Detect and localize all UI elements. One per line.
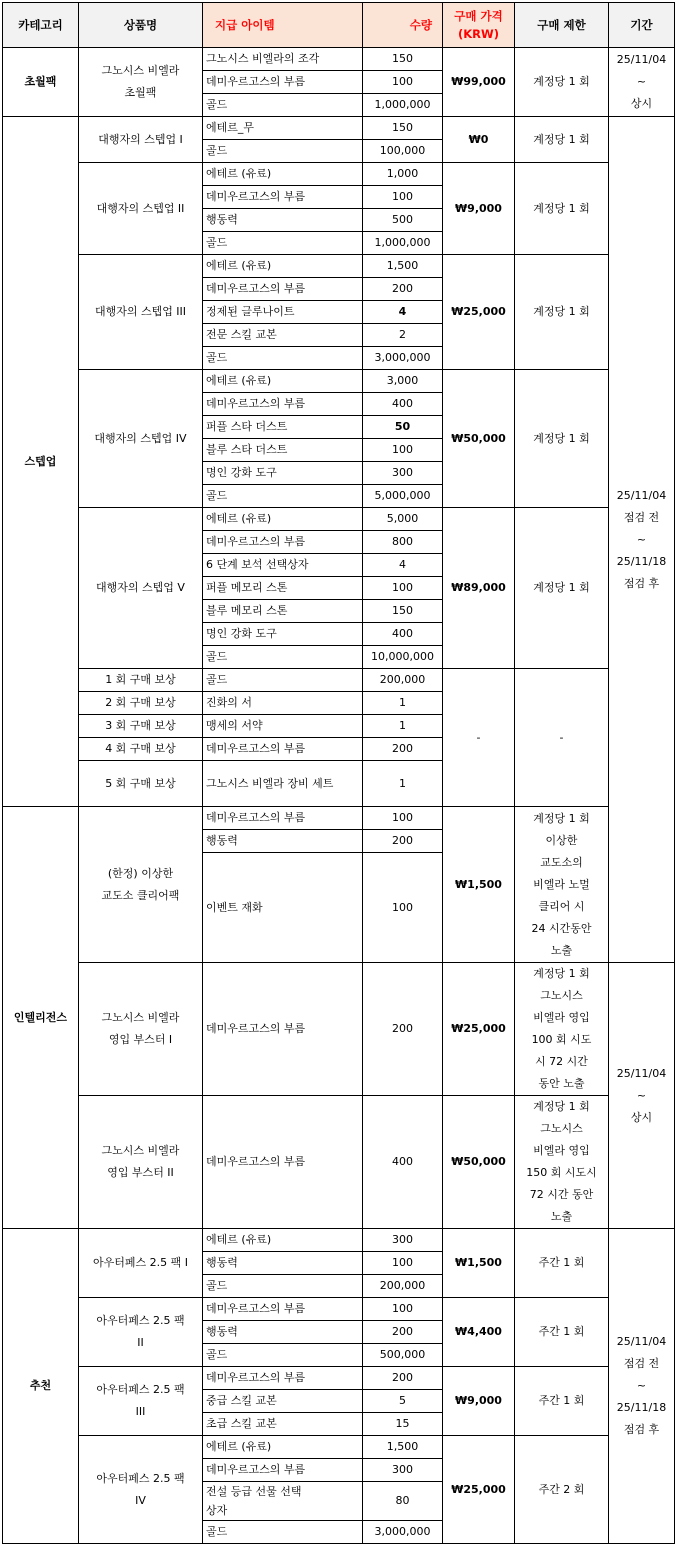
limit-line: 비엘라 노멀: [533, 877, 590, 891]
item-qty: 400: [363, 623, 443, 646]
reward-name: 2 회 구매 보상: [79, 692, 203, 715]
item-name-text: 데미우르고스의 부름: [206, 282, 306, 295]
item-name: [203, 48, 363, 71]
item-name-text: 골드: [206, 98, 228, 111]
period-cell: [609, 48, 675, 117]
limit-line: 동안 노출: [538, 1077, 585, 1090]
limit-line: 계정당 1 회: [533, 811, 590, 825]
item-name: [203, 347, 363, 370]
item-qty: 100: [363, 439, 443, 462]
item-qty: 1: [363, 761, 443, 807]
item-name: [203, 462, 363, 485]
item-name: [203, 600, 363, 623]
product-name-line: 영입 부스터 I: [108, 1033, 173, 1046]
item-name: [203, 370, 363, 393]
item-qty: 300: [363, 1459, 443, 1482]
item-name-text: 데미우르고스의 부름: [206, 397, 306, 410]
product-name: [79, 370, 203, 508]
item-name-text: 초급 스킬 교본: [206, 1417, 277, 1430]
item-qty: 1,000: [363, 163, 443, 186]
item-qty: 1,000,000: [363, 232, 443, 255]
item-name: [203, 646, 363, 669]
table-row: [3, 255, 675, 278]
item-qty: 50: [363, 416, 443, 439]
product-name-line: III: [135, 1405, 146, 1418]
item-name-text: 골드: [206, 1348, 228, 1361]
item-qty: 400: [363, 1096, 443, 1229]
item-qty: 200,000: [363, 1275, 443, 1298]
product-name: [79, 1367, 203, 1436]
header-period: 기간: [609, 3, 675, 48]
item-name: [203, 71, 363, 94]
price-cell: ₩50,000: [443, 370, 515, 508]
item-name-text: 정제된 글루나이트: [206, 305, 295, 318]
item-name: [203, 1275, 363, 1298]
item-qty: 1: [363, 692, 443, 715]
item-name-text: 데미우르고스의 부름: [206, 535, 306, 548]
table-row: [3, 370, 675, 393]
item-qty: 4: [363, 554, 443, 577]
item-qty: 300: [363, 462, 443, 485]
item-name-text: 골드: [206, 489, 228, 502]
product-name: [79, 1436, 203, 1544]
item-qty: 500,000: [363, 1344, 443, 1367]
limit-line: 계정당 1 회: [533, 305, 590, 318]
limit-line: 계정당 1 회: [533, 967, 590, 980]
table-row: [3, 669, 675, 692]
item-name: [203, 1390, 363, 1413]
item-name-text: 명인 강화 도구: [206, 627, 277, 640]
item-name-text: 그노시스 비엘라의 조각: [206, 52, 320, 65]
limit-line: 72 시간 동안: [529, 1188, 594, 1201]
item-name: [203, 531, 363, 554]
item-name-text: 데미우르고스의 부름: [206, 1022, 306, 1035]
product-name-line: IV: [135, 1493, 146, 1507]
item-name: [203, 1521, 363, 1544]
limit-line: 계정당 1 회: [533, 201, 590, 215]
price-cell: ₩1,500: [443, 1229, 515, 1298]
header-product: 상품명: [79, 3, 203, 48]
item-name: 그노시스 비엘라 장비 세트: [203, 761, 363, 807]
item-name-text: 에테르 (유료): [206, 374, 272, 387]
item-name: [203, 554, 363, 577]
limit-cell: [515, 807, 609, 963]
item-qty: 5: [363, 1390, 443, 1413]
item-name-text: 데미우르고스의 부름: [206, 190, 306, 203]
item-name: [203, 1298, 363, 1321]
item-name-text: 행동력: [206, 1256, 238, 1269]
limit-line: 주간 2 회: [538, 1482, 585, 1496]
item-name-text: 에테르_무: [206, 121, 255, 134]
limit-cell: [515, 1367, 609, 1436]
product-name-line: 대행자의 스텝업 I: [98, 132, 183, 146]
item-name-text: 퍼플 메모리 스톤: [206, 581, 288, 594]
item-qty: 100: [363, 186, 443, 209]
item-qty: 200: [363, 1367, 443, 1390]
period-line: 점검 전: [623, 510, 660, 524]
item-name-text: 데미우르고스의 부름: [206, 1155, 306, 1168]
price-cell: ₩9,000: [443, 163, 515, 255]
item-qty: 150: [363, 117, 443, 140]
item-name: [203, 140, 363, 163]
header-price: [443, 3, 515, 48]
item-name: [203, 485, 363, 508]
limit-line: 노출: [550, 943, 573, 957]
item-qty: 1: [363, 715, 443, 738]
item-qty: 80: [363, 1482, 443, 1521]
limit-line: 시 72 시간: [535, 1055, 588, 1068]
period-line: 점검 후: [623, 1423, 660, 1436]
item-qty: 100: [363, 577, 443, 600]
product-name-line: 그노시스 비엘라: [101, 1144, 180, 1157]
item-name: [203, 209, 363, 232]
limit-line: 계정당 1 회: [533, 1100, 590, 1113]
price-cell: ₩1,500: [443, 807, 515, 963]
limit-cell: [515, 1229, 609, 1298]
item-name: [203, 1413, 363, 1436]
product-name-line: 초월팩: [124, 86, 157, 99]
header-qty: 수량: [363, 3, 443, 48]
product-name: [79, 963, 203, 1096]
item-name: [203, 1321, 363, 1344]
limit-line: 노출: [550, 1210, 573, 1223]
product-name: [79, 1298, 203, 1367]
limit-cell: [515, 163, 609, 255]
item-name-text: 행동력: [206, 1325, 238, 1338]
reward-name: 3 회 구매 보상: [79, 715, 203, 738]
header-category: 카테고리: [3, 3, 79, 48]
item-qty: 3,000,000: [363, 347, 443, 370]
reward-name: 4 회 구매 보상: [79, 738, 203, 761]
item-name: [203, 807, 363, 830]
price-cell: ₩25,000: [443, 963, 515, 1096]
product-name-line: 영입 부스터 II: [107, 1166, 174, 1179]
item-name-text: 블루 메모리 스톤: [206, 604, 288, 617]
product-name-line: 대행자의 스텝업 V: [96, 581, 185, 594]
price-cell: ₩99,000: [443, 48, 515, 117]
item-name-text: 에테르 (유료): [206, 512, 272, 525]
product-name-line: 아우터페스 2.5 팩: [96, 1314, 185, 1327]
category-cell: 인텔리전스: [3, 807, 79, 1229]
item-qty: 100: [363, 807, 443, 830]
price-cell: ₩0: [443, 117, 515, 163]
price-cell: ₩89,000: [443, 508, 515, 669]
item-name-text: 행동력: [206, 834, 238, 847]
item-qty: 5,000,000: [363, 485, 443, 508]
product-name-line: 그노시스 비엘라: [101, 64, 180, 77]
table-row: [3, 807, 675, 830]
product-name: [79, 48, 203, 117]
item-name-text: 6 단계 보석 선택상자: [206, 558, 309, 571]
period-line: ~: [636, 1379, 647, 1392]
limit-cell: [515, 370, 609, 508]
category-cell: 스텝업: [3, 117, 79, 807]
item-name-text: 블루 스타 더스트: [206, 443, 288, 456]
item-name-text: 골드: [206, 351, 228, 364]
reward-name: 5 회 구매 보상: [79, 761, 203, 807]
period-line: 상시: [630, 1110, 653, 1124]
product-name-line: 대행자의 스텝업 II: [96, 201, 185, 215]
item-name: [203, 278, 363, 301]
item-qty: 500: [363, 209, 443, 232]
period-line: 점검 전: [623, 1357, 660, 1370]
item-qty: 100: [363, 853, 443, 963]
item-name: [203, 439, 363, 462]
product-name: [79, 117, 203, 163]
header-limit: 구매 제한: [515, 3, 609, 48]
item-qty: 100,000: [363, 140, 443, 163]
shop-table-body: [3, 48, 675, 1544]
limit-cell: [515, 1436, 609, 1544]
limit-line: 150 회 시도시: [526, 1166, 597, 1179]
limit-cell: [515, 508, 609, 669]
item-name-text: 이벤트 재화: [206, 900, 263, 914]
item-name-text: 명인 강화 도구: [206, 466, 277, 479]
period-cell: [609, 1229, 675, 1544]
period-line: 25/11/04: [616, 53, 667, 66]
item-name-text: 골드: [206, 144, 228, 157]
item-name: [203, 1229, 363, 1252]
product-name-line: 아우터페스 2.5 팩: [96, 1471, 185, 1485]
period-cell: [609, 963, 675, 1229]
limit-cell: [515, 117, 609, 163]
limit-line: 계정당 1 회: [533, 431, 590, 445]
table-row: [3, 1298, 675, 1321]
period-line: 상시: [630, 97, 653, 110]
item-qty: 800: [363, 531, 443, 554]
limit-line: 교도소의: [540, 855, 583, 869]
limit-line: 계정당 1 회: [533, 75, 590, 88]
limit-cell: [515, 1298, 609, 1367]
item-qty: 150: [363, 48, 443, 71]
item-qty: 15: [363, 1413, 443, 1436]
table-row: [3, 508, 675, 531]
limit-line: 주간 1 회: [538, 1394, 585, 1407]
limit-cell: [515, 255, 609, 370]
item-qty: 200: [363, 830, 443, 853]
product-name-line: 아우터페스 2.5 팩: [96, 1383, 185, 1396]
item-qty: 200: [363, 1321, 443, 1344]
limit-line: 비엘라 영입: [533, 1011, 590, 1024]
item-name: 진화의 서: [203, 692, 363, 715]
item-name: 데미우르고스의 부름: [203, 738, 363, 761]
item-name: [203, 1096, 363, 1229]
period-line: 25/11/04: [616, 1335, 667, 1348]
item-qty: 150: [363, 600, 443, 623]
table-row: [3, 48, 675, 71]
item-name-text: 중급 스킬 교본: [206, 1394, 277, 1407]
limit-line: 24 시간동안: [531, 921, 592, 935]
product-name-line: 대행자의 스텝업 IV: [94, 431, 187, 445]
item-qty: 5,000: [363, 508, 443, 531]
item-name: [203, 1252, 363, 1275]
period-line: ~: [636, 1088, 647, 1102]
period-line: 25/11/04: [616, 1066, 667, 1080]
item-name: [203, 1436, 363, 1459]
item-name: [203, 1367, 363, 1390]
product-name: [79, 807, 203, 963]
item-name: [203, 577, 363, 600]
table-row: [3, 963, 675, 1096]
item-name-text: 골드: [206, 1525, 228, 1538]
item-name: [203, 963, 363, 1096]
table-row: [3, 1229, 675, 1252]
limit-cell: -: [515, 669, 609, 807]
period-cell: [609, 117, 675, 963]
product-name: [79, 508, 203, 669]
header-items: 지급 아이템: [203, 3, 363, 48]
header-price-line1: 구매 가격: [454, 9, 503, 23]
item-name-text: 퍼플 스타 더스트: [206, 420, 288, 433]
category-cell: 초월팩: [3, 48, 79, 117]
item-qty: 200: [363, 738, 443, 761]
item-qty: 1,500: [363, 1436, 443, 1459]
item-name: [203, 255, 363, 278]
table-row: [3, 1367, 675, 1390]
item-name: [203, 1482, 363, 1521]
header-price-line2: (KRW): [458, 27, 499, 41]
item-qty: 200: [363, 278, 443, 301]
item-qty: 400: [363, 393, 443, 416]
table-row: [3, 163, 675, 186]
limit-line: 비엘라 영입: [533, 1144, 590, 1157]
product-name-line: (한정) 이상한: [107, 866, 174, 880]
item-name-text: 데미우르고스의 부름: [206, 75, 306, 88]
item-name-text: 행동력: [206, 213, 238, 226]
product-name: [79, 163, 203, 255]
product-name-line: 아우터페스 2.5 팩 I: [93, 1256, 188, 1269]
price-cell: ₩4,400: [443, 1298, 515, 1367]
item-name: [203, 232, 363, 255]
period-line: 점검 후: [623, 576, 660, 590]
limit-cell: [515, 963, 609, 1096]
reward-name: 1 회 구매 보상: [79, 669, 203, 692]
limit-cell: [515, 1096, 609, 1229]
period-line: 25/11/18: [616, 554, 667, 568]
period-line: ~: [636, 75, 647, 88]
price-cell: ₩25,000: [443, 255, 515, 370]
item-name: [203, 163, 363, 186]
item-qty: 3,000: [363, 370, 443, 393]
item-name: [203, 508, 363, 531]
table-row: [3, 1096, 675, 1229]
product-name: [79, 255, 203, 370]
item-name: [203, 94, 363, 117]
product-name-line: II: [137, 1336, 144, 1349]
header-row: [3, 3, 675, 48]
item-name: [203, 416, 363, 439]
item-name: [203, 324, 363, 347]
item-qty: 2: [363, 324, 443, 347]
item-name: [203, 186, 363, 209]
item-name-text: 골드: [206, 1279, 228, 1292]
limit-line: 100 회 시도: [531, 1033, 592, 1046]
product-name: [79, 1096, 203, 1229]
limit-line: 그노시스: [540, 989, 583, 1002]
item-name: [203, 117, 363, 140]
product-name-line: 그노시스 비엘라: [101, 1011, 180, 1024]
item-name-text: 에테르 (유료): [206, 1440, 272, 1453]
item-qty: 3,000,000: [363, 1521, 443, 1544]
item-name: [203, 853, 363, 963]
item-name: [203, 1459, 363, 1482]
product-name-line: 교도소 클리어팩: [101, 888, 180, 902]
limit-line: 계정당 1 회: [533, 581, 590, 594]
item-qty: 10,000,000: [363, 646, 443, 669]
limit-line: 계정당 1 회: [533, 132, 590, 146]
category-cell: 추천: [3, 1229, 79, 1544]
item-name-text: 에테르 (유료): [206, 259, 272, 272]
limit-line: 클리어 시: [538, 899, 585, 913]
item-qty: 100: [363, 71, 443, 94]
price-cell: ₩9,000: [443, 1367, 515, 1436]
item-qty: 1,500: [363, 255, 443, 278]
price-cell: -: [443, 669, 515, 807]
item-name-text: 전설 등급 선물 선택: [206, 1485, 302, 1498]
item-name-text: 에테르 (유료): [206, 1233, 272, 1246]
item-name: [203, 301, 363, 324]
limit-cell: [515, 48, 609, 117]
item-name: [203, 830, 363, 853]
item-name-text-line2: 상자: [206, 1504, 228, 1517]
limit-line: 그노시스: [540, 1122, 583, 1135]
item-name-text: 골드: [206, 236, 228, 249]
item-name-text: 데미우르고스의 부름: [206, 1463, 306, 1476]
limit-line: 주간 1 회: [538, 1325, 585, 1338]
item-name: 골드: [203, 669, 363, 692]
item-name: [203, 1344, 363, 1367]
table-row: [3, 117, 675, 140]
item-name-text: 데미우르고스의 부름: [206, 1371, 306, 1384]
period-line: 25/11/18: [616, 1401, 667, 1414]
item-qty: 100: [363, 1252, 443, 1275]
price-cell: ₩50,000: [443, 1096, 515, 1229]
item-qty: 300: [363, 1229, 443, 1252]
price-cell: ₩25,000: [443, 1436, 515, 1544]
item-name: [203, 623, 363, 646]
item-qty: 200,000: [363, 669, 443, 692]
shop-table: [2, 2, 675, 1544]
item-name: [203, 393, 363, 416]
item-name-text: 골드: [206, 650, 228, 663]
product-name-line: 대행자의 스텝업 III: [94, 305, 187, 318]
item-qty: 1,000,000: [363, 94, 443, 117]
item-name: 맹세의 서약: [203, 715, 363, 738]
item-qty: 100: [363, 1298, 443, 1321]
item-name-text: 데미우르고스의 부름: [206, 811, 306, 824]
product-name: [79, 1229, 203, 1298]
table-row: [3, 1436, 675, 1459]
item-name-text: 에테르 (유료): [206, 167, 272, 180]
limit-line: 이상한: [545, 833, 578, 847]
item-qty: 200: [363, 963, 443, 1096]
item-name-text: 전문 스킬 교본: [206, 328, 277, 341]
limit-line: 주간 1 회: [538, 1256, 585, 1269]
period-line: ~: [636, 532, 647, 546]
item-name-text: 데미우르고스의 부름: [206, 1302, 306, 1315]
item-qty: 4: [363, 301, 443, 324]
period-line: 25/11/04: [616, 488, 667, 502]
